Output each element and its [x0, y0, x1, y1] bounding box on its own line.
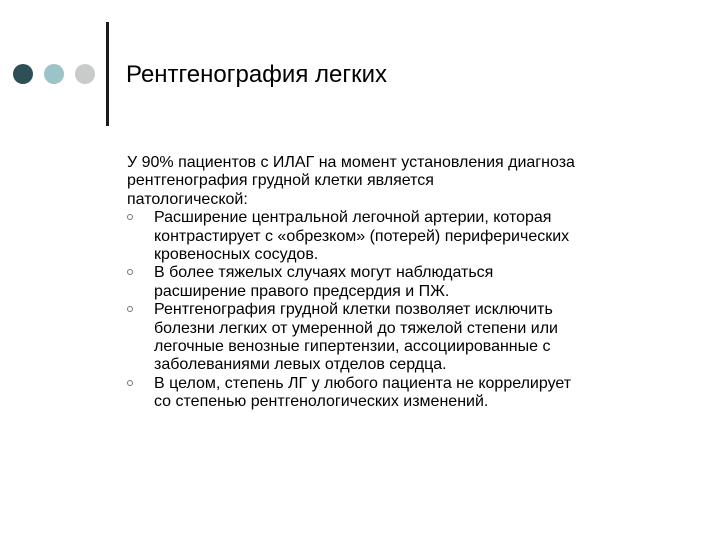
teal-dot-icon — [44, 64, 64, 84]
bullet-line: В целом, степень ЛГ у любого пациента не коррелирует — [154, 374, 572, 392]
bullet-line: контрастирует с «обрезком» (потерей) периферических — [154, 227, 570, 245]
slide-body — [127, 154, 687, 412]
hollow-circle-bullet-icon — [127, 306, 133, 312]
bullet-line: легочные венозные гипертензии, ассоциированные с — [154, 338, 551, 356]
bullet-line: расширение правого предсердия и ПЖ. — [154, 282, 450, 300]
intro-line: рентгенография грудной клетки является — [127, 172, 434, 190]
bullet-line: В более тяжелых случаях могут наблюдаться — [154, 264, 494, 282]
intro-paragraph — [127, 154, 687, 209]
intro-line: патологической: — [127, 190, 248, 208]
bullet-line: Расширение центральной легочной артерии, которая — [154, 209, 552, 227]
bullet-line: болезни легких от умеренной до тяжелой степени или — [154, 319, 558, 337]
hollow-circle-bullet-icon — [127, 214, 133, 220]
bullet-item — [127, 301, 687, 375]
decorative-dots — [13, 64, 106, 84]
dark-dot-icon — [13, 64, 33, 84]
bullet-item — [127, 209, 687, 264]
bullet-item — [127, 264, 687, 301]
title-divider — [106, 22, 109, 126]
bullet-line: кровеносных сосудов. — [154, 246, 319, 264]
bullet-item — [127, 375, 687, 412]
bullet-line: Рентгенография грудной клетки позволяет исключить — [154, 301, 553, 319]
hollow-circle-bullet-icon — [127, 269, 133, 275]
slide-title: Рентгенография легких — [126, 61, 387, 88]
hollow-circle-bullet-icon — [127, 380, 133, 386]
intro-line: У 90% пациентов с ИЛАГ на момент установления диагноза — [127, 154, 575, 171]
bullet-line: заболеваниями левых отделов сердца. — [154, 356, 447, 374]
bullet-line: со степенью рентгенологических изменений. — [154, 393, 489, 411]
grey-dot-icon — [75, 64, 95, 84]
